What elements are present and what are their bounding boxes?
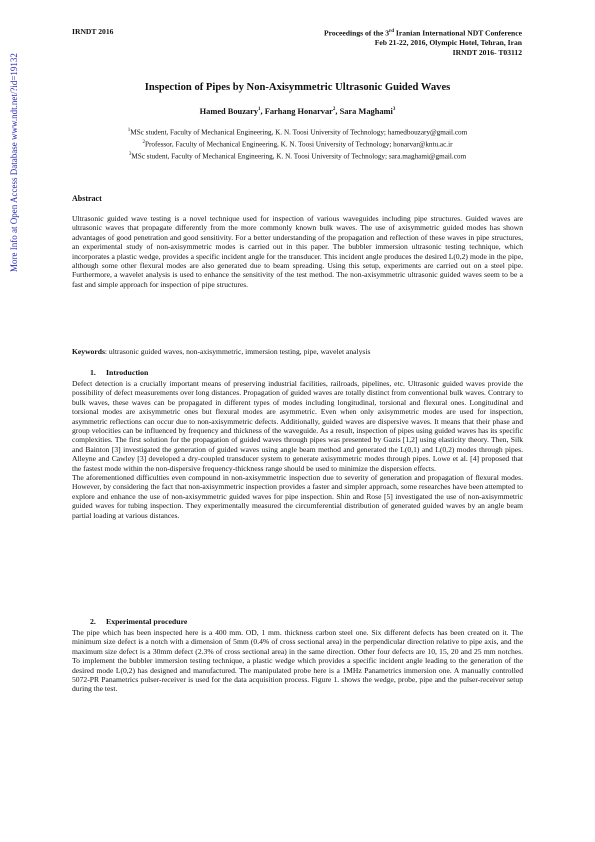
paragraph: Defect detection is a crucially important means of preserving industrial facilities, railroads, pipelines, etc. Ultrasonic guided waves provide the possibility of defect measurements over long distances. Propagation of guided waves are totally distinct from conventional bulk waves. Contrary to bulk waves, these waves can be propagated in different types of modes including longitudinal, torsional and flexural ones. Longitudinal and torsional modes are axisymmetric ones but flexural modes are asymmetric. Even when only axisymmetric modes are used for inspection, asymmetric reflections can occur due to non-axisymmetric defects. Additionally, guided waves are dispersive waves. It means that their phase and group velocities can be influenced by frequency and thickness of the waveguide. As a result, inspection of pipes using guided waves has its specific complexities. The first solution for the propagation of guided waves through pipes was presented by Gazis [1,2] using elasticity theory. Then, Silk and Bainton [3] investigated the generation of guided waves using angle beam method and generated the L(0,1) and L(0,2) modes through pipes. Alleyne and Cawley [3] developed a dry-coupled transducer system to generate axisymmetric modes through pipes. Lowe et al. [4] proposed that the fastest mode within the non-dispersive frequency-thickness range should be used to minimize the dispersion effects. <box>72 379 523 473</box>
paper-title: Inspection of Pipes by Non-Axisymmetric Ultrasonic Guided Waves <box>144 82 451 93</box>
affiliation-3: $^3$MSc student, Faculty of Mechanical Engineering, K. N. Toosi University of Technology; sara.maghami@gmail.com <box>128 151 467 160</box>
author: Farhang Honarvar <box>264 107 333 116</box>
side-note-link[interactable]: More Info at Open Access Database www.ndt.net/?id=19132 <box>9 53 19 272</box>
affiliation-2: $^2$Professor, Faculty of Mechanical Engineering, K. N. Toosi University of Technology; honarvar@kntu.ac.ir <box>142 139 453 149</box>
author-list: Hamed Bouzary$^1$, Farhang Honarvar$^2$, Sara Maghami$^3$ <box>199 107 396 116</box>
affiliation-1: $^1$MSc student, Faculty of Mechanical Engineering, K. N. Toosi University of Technology; hamedbouzary@gmail.com <box>127 128 468 137</box>
section-introduction-body <box>72 379 523 520</box>
header-paper-id: IRNDT 2016- T03112 <box>452 47 522 57</box>
header-left: IRNDT 2016 <box>72 27 114 36</box>
section-heading-experimental: 2. Experimental procedure <box>90 617 188 626</box>
author: Hamed Bouzary <box>199 107 259 116</box>
affiliations <box>0 126 595 161</box>
header-right <box>324 27 522 57</box>
section-heading-introduction: 1. Introduction <box>90 368 149 377</box>
header-conference: Proceedings of the 3rd Iranian International NDT Conference <box>323 28 522 38</box>
side-note[interactable] <box>6 53 22 276</box>
header-venue: Feb 21-22, 2016, Olympic Hotel, Tehran, Iran <box>374 38 522 48</box>
paragraph: The pipe which has been inspected here is a 400 mm. OD, 1 mm. thickness carbon steel one. Six different defects has been created on it. The minimum size defect is a notch with a dimension of 5mm (0.4% of cross sectional area) in the perpendicular direction relative to pipe axis, and the maximum size defect is a 30mm defect (2.3% of cross sectional area) in the same direction. Other four defects are 10, 15, 20 and 25 mm notches. To implement the bubbler immersion testing technique, a plastic wedge which provides a specific incident angle leading to the generation of the desired mode L(0,2) has designed and manufactured. The manipulated probe here is a 1MHz Panametrics immersion one. A manually controlled 5072-PR Panametrics pulser-receiver is used for the data acquisition process. Figure 1. shows the wedge, probe, pipe and the pulser-receiver setup during the test. <box>72 628 523 694</box>
author: Sara Maghami <box>339 107 393 116</box>
keywords: Keywords: ultrasonic guided waves, non-axisymmetric, immersion testing, pipe, wavelet analysis <box>72 347 371 356</box>
abstract-heading: Abstract <box>72 194 102 203</box>
paragraph: The aforementioned difficulties even compound in non-axisymmetric inspection due to severity of generation and propagation of flexural modes. However, by considering the fact that non-axisymmetric inspection provides a faster and simpler approach, some researches have been attempted to explore and enhance the use of non-axisymmetric guided waves for pipe inspection. Shin and Rose [5] investigated the use of non-axisymmetric guided waves for tubing inspection. They experimentally measured the circumferential distribution of generated guided waves by an angle beam partial loading at various distances. <box>72 473 523 520</box>
section-experimental-body <box>72 628 523 694</box>
abstract-text: Ultrasonic guided wave testing is a novel technique used for inspection of various waveguides including pipe structures. Guided waves are ultrasonic waves that propagate differently from the more commonly known bulk waves. The use of axisymmetric guided modes has shown advantages of good penetration and good sensitivity. For a better understanding of the propagation and reflection of these waves in pipe structures, an experimental study of non-axisymmetric modes is carried out in this paper. The bubbler immersion ultrasonic testing technique, which incorporates a plastic wedge, provides a specific incident angle for the transducer. This incident angle produces the desired L(0,2) mode in the pipe, although some other flexural modes are also generated due to beam spreading. Using this setup, experiments are carried out on a steel pipe. Furthermore, a wavelet analysis is used to enhance the sensitivity of the test method. The non-axisymmetric ultrasonic guided waves seem to be a fast and simple approach for inspection of pipe structures. <box>72 214 523 289</box>
